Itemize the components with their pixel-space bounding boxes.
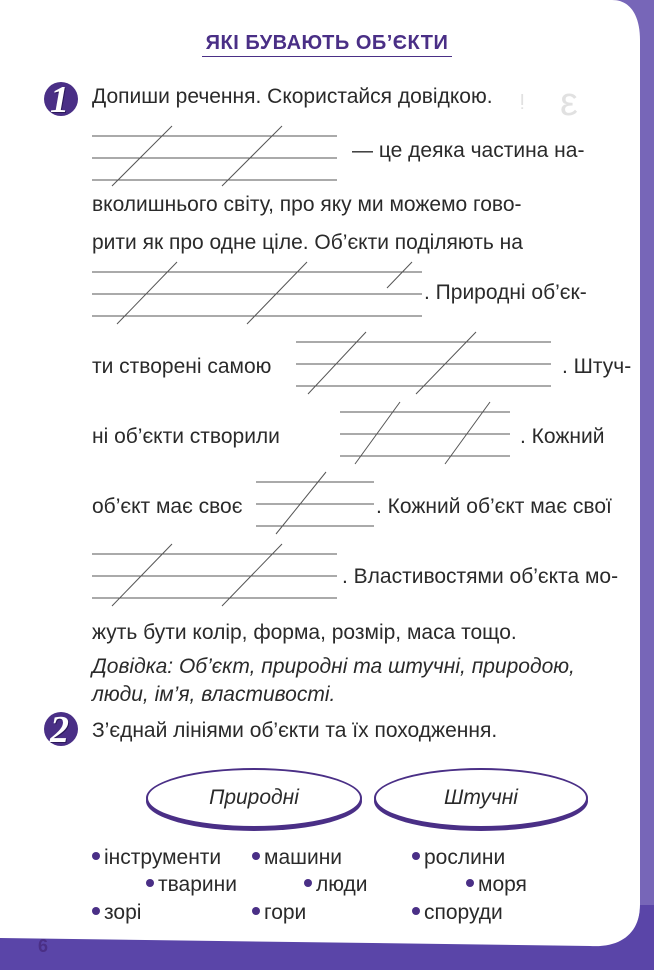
line6-end: . Кожний: [520, 425, 605, 448]
line9-text: жуть бути колір, форма, розмір, маса тощо.: [92, 621, 517, 644]
answer-blank-2[interactable]: [92, 258, 432, 328]
line3-text: рити як про одне ціле. Об’єкти поділяють на: [92, 231, 523, 254]
line2-text: вколишнього світу, про яку ми можемо гово-: [92, 193, 522, 216]
bullet-icon: [304, 879, 312, 887]
item-machines[interactable]: машини: [252, 846, 342, 870]
answer-blank-1[interactable]: [92, 118, 352, 188]
item-plants[interactable]: рослини: [412, 846, 505, 870]
answer-blank-6[interactable]: [92, 540, 342, 610]
page-number: 6: [38, 936, 49, 956]
item-stars[interactable]: зорі: [92, 901, 141, 925]
bullet-icon: [92, 907, 100, 915]
item-animals[interactable]: тварини: [146, 873, 237, 897]
item-mountains[interactable]: гори: [252, 901, 306, 925]
answer-blank-4[interactable]: [340, 398, 520, 468]
hint-line-1: Довідка: Об’єкт, природні та штучні, природою,: [92, 655, 575, 678]
line7-end: . Кожний об’єкт має свої: [376, 495, 612, 518]
oval-artificial[interactable]: Штучні: [374, 768, 588, 828]
line8-text: . Властивостями об’єкта мо-: [342, 565, 619, 588]
bullet-icon: [412, 852, 420, 860]
oval-natural[interactable]: Природні: [146, 768, 362, 828]
task-number-badge: [38, 78, 78, 122]
line5-end: . Штуч-: [562, 355, 632, 378]
page-title: ЯКІ БУВАЮТЬ ОБ’ЄКТИ: [202, 32, 453, 57]
bullet-icon: [252, 852, 260, 860]
hint-line-2: люди, ім’я, властивості.: [92, 683, 336, 706]
line7-start: об’єкт має своє: [92, 495, 243, 518]
line5-start: ти створені самою: [92, 355, 272, 378]
task-number: 1: [50, 79, 69, 121]
answer-blank-3[interactable]: [296, 328, 562, 398]
bullet-icon: [252, 907, 260, 915]
item-people[interactable]: люди: [304, 873, 368, 897]
task-number-badge-2: [38, 708, 78, 752]
bullet-icon: [466, 879, 474, 887]
item-buildings[interactable]: споруди: [412, 901, 503, 925]
task-number: 2: [50, 709, 69, 751]
item-seas[interactable]: моря: [466, 873, 527, 897]
bullet-icon: [412, 907, 420, 915]
answer-blank-5[interactable]: [256, 468, 380, 538]
line1-text: — це деяка частина на-: [352, 139, 585, 162]
task1-instruction: Допиши речення. Скористайся довідкою.: [92, 85, 493, 108]
page-header: [0, 32, 654, 55]
item-instruments[interactable]: інструменти: [92, 846, 221, 870]
bullet-icon: [146, 879, 154, 887]
bullet-icon: [92, 852, 100, 860]
line4-text: . Природні об’єк-: [424, 281, 587, 304]
line6-start: ні об’єкти створили: [92, 425, 280, 448]
task2-instruction: З’єднай лініями об’єкти та їх походження.: [92, 719, 498, 742]
